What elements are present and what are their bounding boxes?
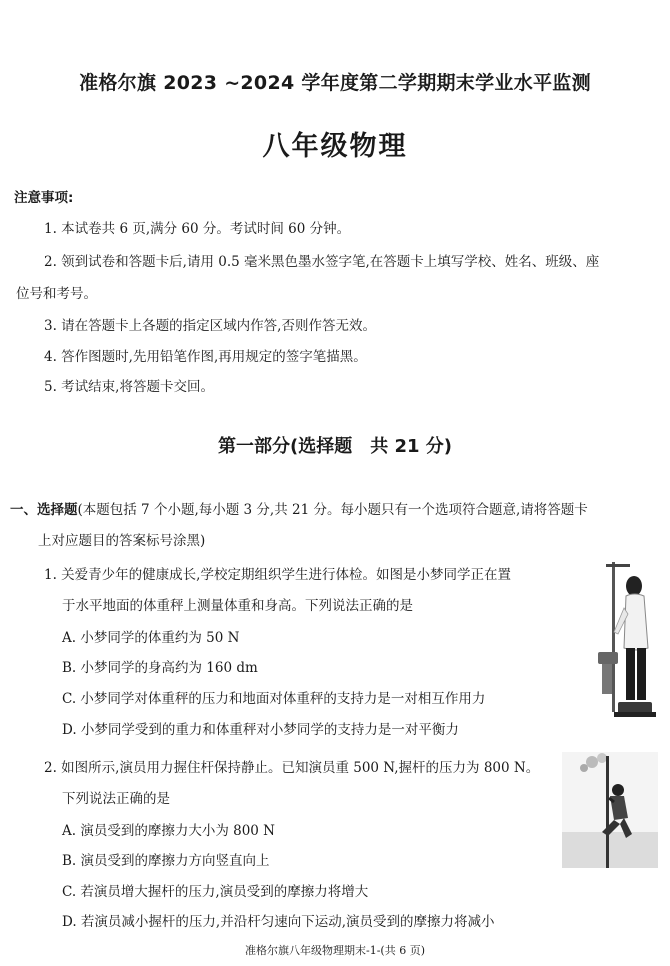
option-b: B. 小梦同学的身高约为 160 dm xyxy=(62,660,258,676)
notice-item: 3. 请在答题卡上各题的指定区域内作答,否则作答无效。 xyxy=(44,318,376,334)
option-c: C. 若演员增大握杆的压力,演员受到的摩擦力将增大 xyxy=(62,884,369,900)
option-d: D. 若演员减小握杆的压力,并沿杆匀速向下运动,演员受到的摩擦力将减小 xyxy=(62,914,495,930)
option-a: A. 小梦同学的体重约为 50 N xyxy=(62,630,240,646)
notice-item: 2. 领到试卷和答题卡后,请用 0.5 毫米黑色墨水签字笔,在答题卡上填写学校、姓名、班级、座 xyxy=(44,254,600,270)
scale-figure-image xyxy=(592,556,662,726)
option-a: A. 演员受到的摩擦力大小为 800 N xyxy=(62,823,275,839)
question-stem: 2. 如图所示,演员用力握住杆保持静止。已知演员重 500 N,握杆的压力为 800 N。 xyxy=(44,760,540,776)
question-stem: 1. 关爱青少年的健康成长,学校定期组织学生进行体检。如图是小梦同学正在置 xyxy=(44,567,511,583)
question-stem: 下列说法正确的是 xyxy=(62,791,170,807)
exam-title: 准格尔旗 2023 ~2024 学年度第二学期期末学业水平监测 xyxy=(79,72,591,94)
option-c: C. 小梦同学对体重秤的压力和地面对体重秤的支持力是一对相互作用力 xyxy=(62,691,486,707)
notice-item: 4. 答作图题时,先用铅笔作图,再用规定的签字笔描黑。 xyxy=(44,349,367,365)
part-title: 第一部分(选择题 共 21 分) xyxy=(217,436,453,457)
option-d: D. 小梦同学受到的重力和体重秤对小梦同学的支持力是一对平衡力 xyxy=(62,722,459,738)
pole-performer-image xyxy=(562,752,658,868)
section-instruction-text: (本题包括 7 个小题,每小题 3 分,共 21 分。每小题只有一个选项符合题意,请将答题卡 xyxy=(77,502,588,518)
notice-heading: 注意事项: xyxy=(14,190,74,206)
page-footer: 准格尔旗八年级物理期末-1-(共 6 页) xyxy=(244,944,425,957)
section-instruction xyxy=(10,498,588,518)
notice-item: 1. 本试卷共 6 页,满分 60 分。考试时间 60 分钟。 xyxy=(44,221,351,237)
section-label: 一、选择题 xyxy=(10,502,78,518)
question-stem: 于水平地面的体重秤上测量体重和身高。下列说法正确的是 xyxy=(62,598,413,614)
subject-title: 八年级物理 xyxy=(262,131,408,162)
section-instruction-cont: 上对应题目的答案标号涂黑) xyxy=(38,533,206,549)
notice-item: 位号和考号。 xyxy=(16,286,97,302)
notice-item: 5. 考试结束,将答题卡交回。 xyxy=(44,379,214,395)
option-b: B. 演员受到的摩擦力方向竖直向上 xyxy=(62,853,270,869)
